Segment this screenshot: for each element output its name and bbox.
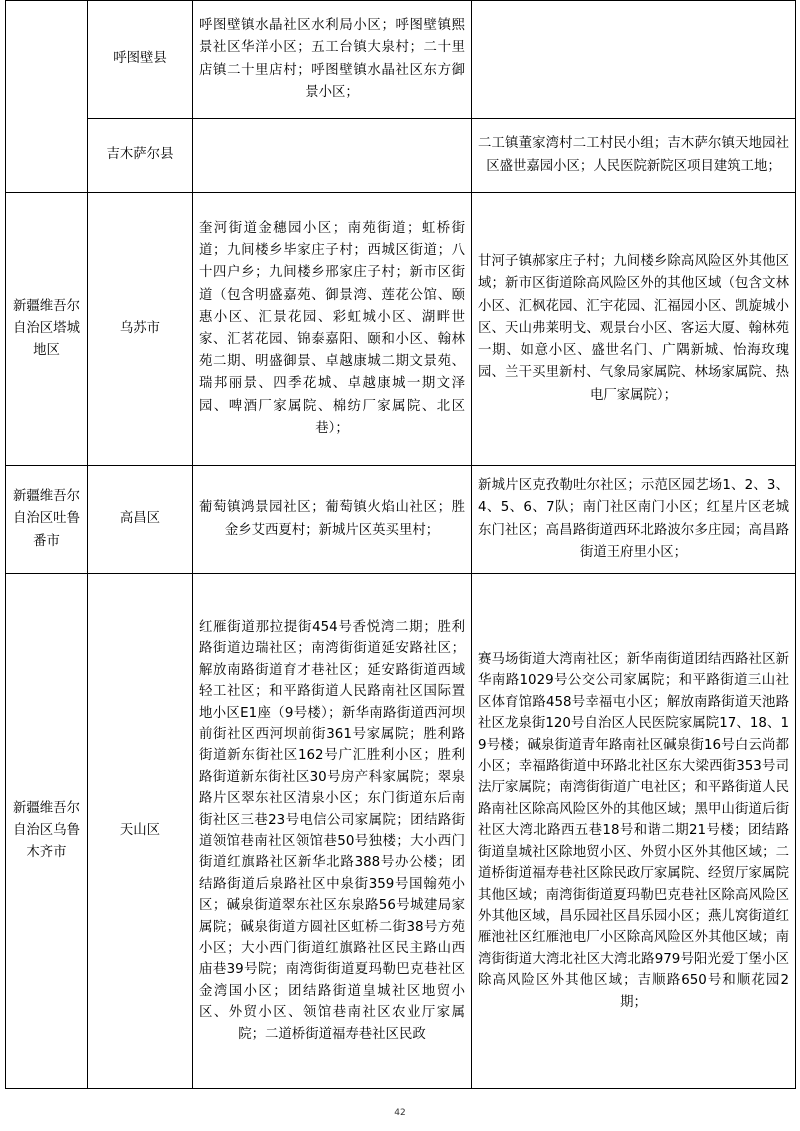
- district-cell: 吉木萨尔县: [88, 119, 193, 193]
- table-row: [6, 466, 796, 574]
- district-cell: 乌苏市: [88, 193, 193, 466]
- table-row: [6, 193, 796, 466]
- region-cell: 新疆维吾尔自治区塔城地区: [6, 193, 88, 466]
- table-row: [6, 574, 796, 1089]
- region-cell: 新疆维吾尔自治区乌鲁木齐市: [6, 574, 88, 1089]
- low-risk-cell: 赛马场街道大湾南社区；新华南街道团结西路社区新华南路1029号公交公司家属院；和平路街道三山社区体育馆路458号幸福屯小区；解放南路街道天池路社区龙泉街120号自治区人民医院家属院17、18、19号楼；碱泉街道青年路南社区碱泉街16号白云尚都小区；幸福路街道中环路北社区东大梁西街353号司法厅家属院；南湾街街道广电社区；和平路街道人民路南社区除高风险区外的其他区域；黑甲山街道后街社区大湾北路西五巷18号和谐二期21号楼；团结路街道皇城社区除地贸小区、外贸小区外其他区域；二道桥街道福寿巷社区除民政厅家属院、经贸厅家属院其他区域；南湾街街道夏玛勒巴克巷社区除高风险区外其他区域，昌乐园社区昌乐园小区；燕儿窝街道红雁池社区红雁池电厂小区除高风险区外其他区域；南湾街街道大湾北社区大湾北路979号阳光爱丁堡小区除高风险区外其他区域；吉顺路650号和顺花园2期；: [472, 574, 796, 1089]
- district-cell: 呼图壁县: [88, 1, 193, 119]
- low-risk-cell: 新城片区克孜勒吐尔社区；示范区园艺场1、2、3、4、5、6、7队；南门社区南门小区；红星片区老城东门社区；高昌路街道西环北路波尔多庄园；高昌路街道王府里小区；: [472, 466, 796, 574]
- low-risk-cell: 甘河子镇郝家庄子村；九间楼乡除高风险区外其他区域；新市区街道除高风险区外的其他区域（包含文林小区、汇枫花园、汇宇花园、汇福园小区、凯旋城小区、天山弗莱明戈、观景台小区、客运大厦、翰林苑一期、如意小区、盛世名门、广隅新城、怡海玫瑰园、兰干买里新村、气象局家属院、林场家属院、热电厂家属院）；: [472, 193, 796, 466]
- medium-risk-cell: [193, 119, 472, 193]
- low-risk-cell: [472, 1, 796, 119]
- district-cell: 高昌区: [88, 466, 193, 574]
- medium-risk-cell: 呼图壁镇水晶社区水利局小区；呼图壁镇熙景社区华洋小区；五工台镇大泉村；二十里店镇二十里店村；呼图壁镇水晶社区东方御景小区；: [193, 1, 472, 119]
- medium-risk-cell: 葡萄镇鸿景园社区；葡萄镇火焰山社区；胜金乡艾西夏村；新城片区英买里村；: [193, 466, 472, 574]
- page-number: 42: [394, 1108, 406, 1118]
- medium-risk-cell: 红雁街道那拉提街454号香悦湾二期；胜利路街道边瑞社区；南湾街街道延安路社区；解放南路街道育才巷社区；延安路街道西域轻工社区；和平路街道人民路南社区国际置地小区E1座（9号楼）；新华南路街道西河坝前街社区西河坝前街361号家属院；胜利路街道新东街社区162号广汇胜利小区；胜利路街道新东街社区30号房产科家属院；翠泉路片区翠东社区清泉小区；东门街道东后南街社区三巷23号电信公司家属院；团结路街道领馆巷南社区领馆巷50号独楼；大小西门街道红旗路社区新华北路388号办公楼；团结路街道后泉路社区中泉街359号国翰苑小区；碱泉街道翠东社区东泉路56号城建局家属院；碱泉街道方圆社区虹桥二街38号方苑小区；大小西门街道红旗路社区民主路山西庙巷39号院；南湾街街道夏玛勒巴克巷社区金湾国小区；团结路街道皇城社区地贸小区、外贸小区、领馆巷南社区农业厅家属院；二道桥街道福寿巷社区民政: [193, 574, 472, 1089]
- table-row: [6, 1, 796, 119]
- region-cell: 新疆维吾尔自治区吐鲁番市: [6, 466, 88, 574]
- risk-area-table: [5, 0, 796, 1089]
- table-row: [6, 119, 796, 193]
- medium-risk-cell: 奎河街道金穗园小区；南苑街道；虹桥街道；九间楼乡毕家庄子村；西城区街道；八十四户乡；九间楼乡邢家庄子村；新市区街道（包含明盛嘉苑、御景湾、莲花公馆、颐惠小区、汇景花园、彩虹城小区、湖畔世家、汇茗花园、锦泰嘉阳、颐和小区、翰林苑二期、明盛御景、卓越康城二期文景苑、瑞邦丽景、四季花城、卓越康城一期文泽园、啤酒厂家属院、棉纺厂家属院、北区巷）；: [193, 193, 472, 466]
- low-risk-cell: 二工镇董家湾村二工村民小组；吉木萨尔镇天地园社区盛世嘉园小区；人民医院新院区项目建筑工地；: [472, 119, 796, 193]
- region-cell: [6, 1, 88, 193]
- district-cell: 天山区: [88, 574, 193, 1089]
